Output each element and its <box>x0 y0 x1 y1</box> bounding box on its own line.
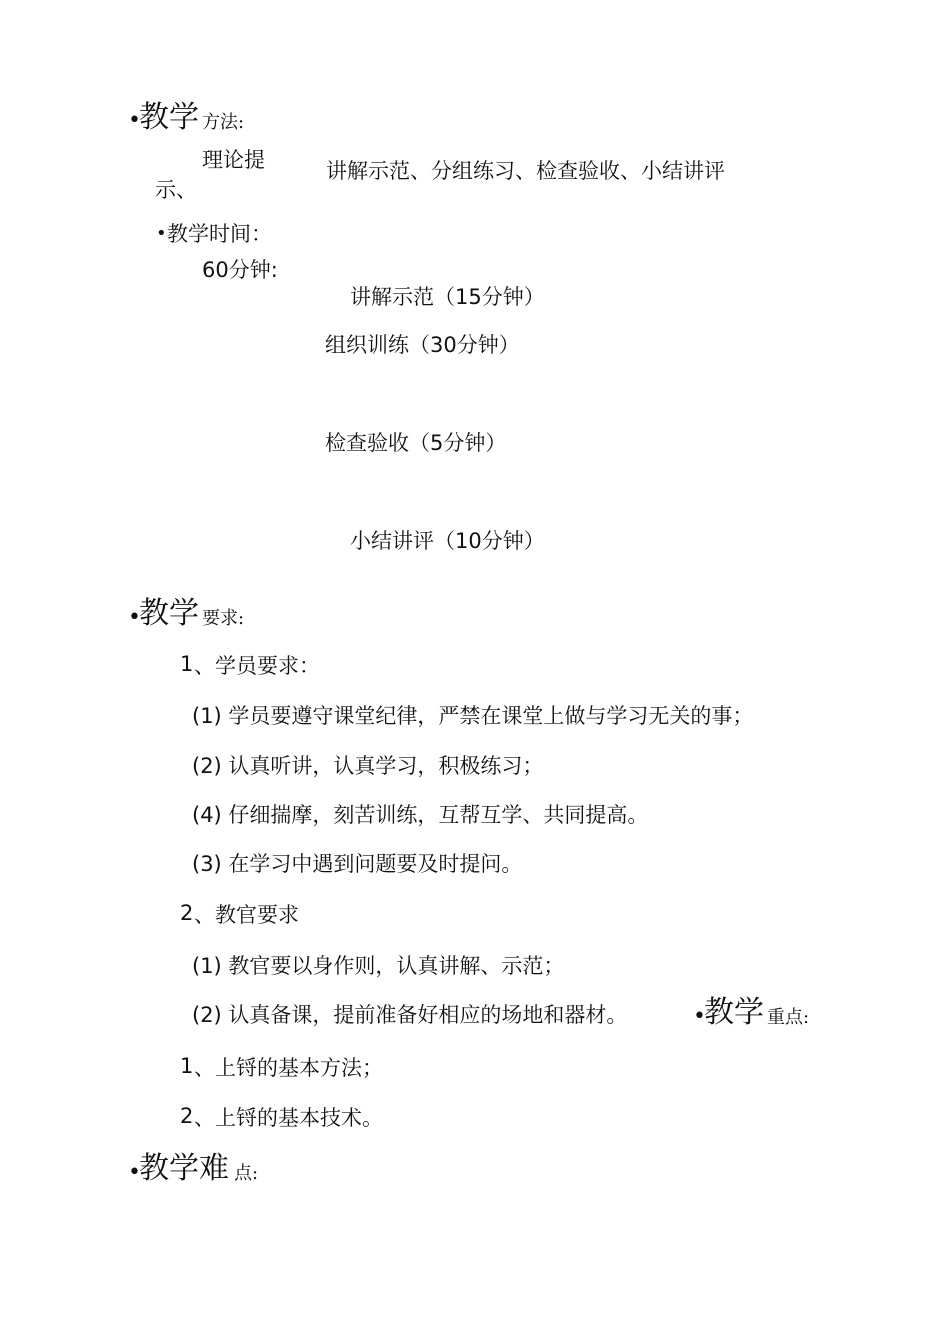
bullet: • <box>693 1004 706 1029</box>
difficulties-heading-big: 教学难 <box>139 1151 229 1186</box>
bullet: • <box>128 1160 141 1185</box>
student-num: 1 <box>180 652 194 676</box>
method-heading-small: 方法: <box>202 112 245 133</box>
time-item-1: 讲解示范（15分钟） <box>350 285 545 309</box>
instructor-label: 、教官要求 <box>194 903 299 927</box>
difficulties-heading-small: 点: <box>234 1163 259 1184</box>
instructor-num: 2 <box>180 901 194 925</box>
instructor-req-2: (2) 认真备课，提前准备好相应的场地和器材。 <box>192 1003 628 1027</box>
instructor-req-1: (1) 教官要以身作则，认真讲解、示范； <box>192 954 565 978</box>
key-point-1-text: 、上锊的基本方法； <box>194 1056 383 1080</box>
student-req-3: (4) 仔细揣摩，刻苦训练，互帮互学、共同提高。 <box>192 803 649 827</box>
key-point-1-num: 1 <box>180 1054 194 1078</box>
bullet: • <box>156 223 167 244</box>
requirements-heading-small: 要求: <box>202 608 245 629</box>
student-req-4: (3) 在学习中遇到问题要及时提问。 <box>192 852 523 876</box>
time-item-4: 小结讲评（10分钟） <box>350 529 545 553</box>
time-item-3: 检查验收（5分钟） <box>325 431 507 455</box>
bullet: • <box>128 108 141 133</box>
method-line1: 理论提 <box>202 148 265 172</box>
student-label: 、学员要求： <box>194 654 320 678</box>
method-list: 讲解示范、分组练习、检查验收、小结讲评 <box>326 159 725 183</box>
time-total: 60分钟: <box>202 258 278 282</box>
method-heading-big: 教学 <box>139 100 199 135</box>
requirements-heading-big: 教学 <box>139 596 199 631</box>
student-req-2: (2) 认真听讲，认真学习，积极练习； <box>192 754 544 778</box>
time-heading: 教学时间： <box>167 222 272 246</box>
student-req-1: (1) 学员要遵守课堂纪律，严禁在课堂上做与学习无关的事； <box>192 704 754 728</box>
time-item-2: 组织训练（30分钟） <box>325 333 520 357</box>
key-point-2-num: 2 <box>180 1104 194 1128</box>
method-line2: 示、 <box>155 178 197 202</box>
key-points-heading-small: 重点: <box>767 1007 810 1028</box>
key-point-2-text: 、上锊的基本技术。 <box>194 1106 383 1130</box>
bullet: • <box>128 605 141 630</box>
key-points-heading-big: 教学 <box>704 995 764 1030</box>
